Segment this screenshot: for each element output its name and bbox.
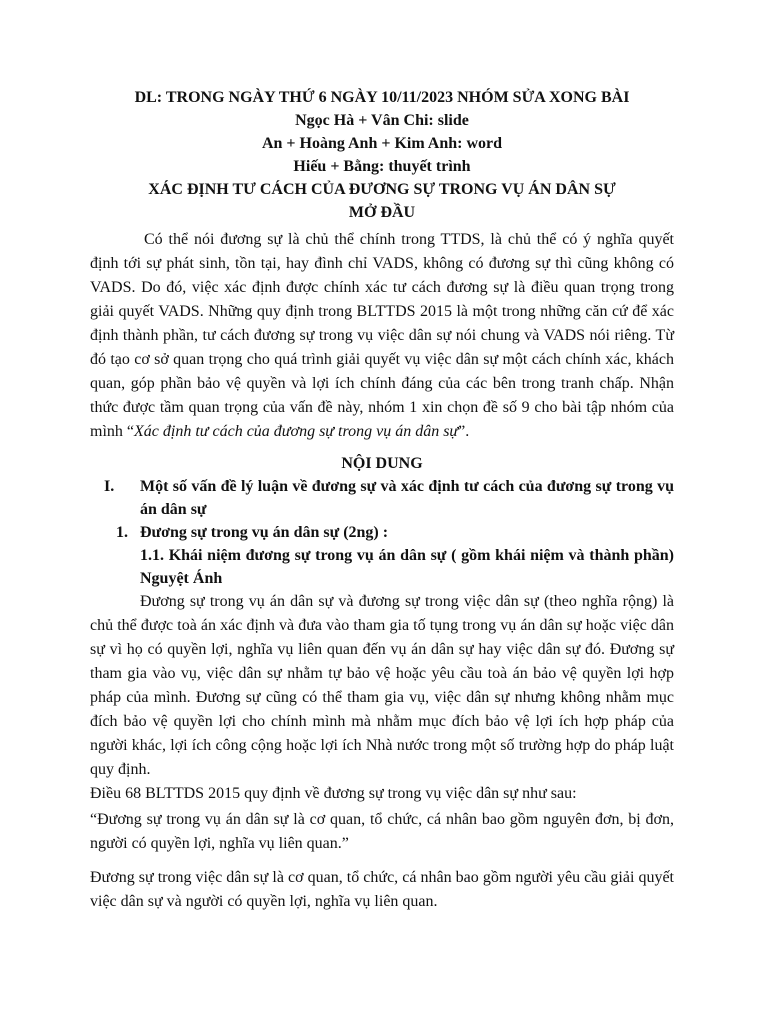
definition-paragraph: Đương sự trong vụ án dân sự và đương sự trong việc dân sự (theo nghĩa rộng) là chủ thể được toà án xác định và đưa vào tham gia tố tụng trong vụ án dân sự hoặc việc dân sự vì họ có quyền lợi, nghĩa vụ liên quan đến vụ án dân sự hay việc dân sự đó. Đương sự tham gia vào vụ, việc dân sự nhằm tự bảo vệ hoặc yêu cầu toà án bảo vệ quyền lợi hợp pháp của mình. Đương sự cũng có thể tham gia vụ, việc dân sự nhưng không nhằm mục đích bảo vệ quyền lợi cho chính mình mà nhằm mục đích bảo vệ lợi ích hợp pháp của người khác, lợi ích công cộng hoặc lợi ích Nhà nước trong một số trường hợp do pháp luật quy định. — [90, 593, 674, 778]
document-title: XÁC ĐỊNH TƯ CÁCH CỦA ĐƯƠNG SỰ TRONG VỤ ÁN DÂN SỰ — [148, 181, 616, 198]
article-68-quote: “Đương sự trong vụ án dân sự là cơ quan, tổ chức, cá nhân bao gồm nguyên đơn, bị đơn, người có quyền lợi, nghĩa vụ liên quan.” — [90, 811, 674, 852]
subsection-1-title: Đương sự trong vụ án dân sự (2ng) : — [140, 524, 389, 541]
intro-italic-topic: Xác định tư cách của đương sự trong vụ án dân sự — [134, 423, 459, 440]
subsection-1-heading — [90, 521, 674, 544]
subsection-1-1-title: 1.1. Khái niệm đương sự trong vụ án dân sự ( gồm khái niệm và thành phần) Nguyệt Ánh — [140, 547, 674, 587]
subsection-1-number: 1. — [116, 524, 128, 541]
intro-text: Có thể nói đương sự là chủ thể chính trong TTDS, là chủ thể có ý nghĩa quyết định tới sự phát sinh, tồn tại, hay đình chỉ VADS, không có đương sự thì cũng không có VADS. Do đó, việc xác định được chính xác tư cách đương sự là điều quan trọng trong giải quyết VADS. Những quy định trong BLTTDS 2015 là một trong những căn cứ để xác định thành phần, tư cách đương sự trong vụ việc dân sự nói chung và VADS nói riêng. Từ đó tạo cơ sở quan trọng cho quá trình giải quyết vụ việc dân sự một cách chính xác, khách quan, góp phần bảo vệ quyền và lợi ích chính đáng của các bên trong tranh chấp. Nhận thức được tầm quan trọng của vấn đề này, nhóm 1 xin chọn đề số 9 cho bài tập nhóm của mình “ — [90, 231, 674, 440]
intro-paragraph — [90, 228, 674, 444]
content-heading: NỘI DUNG — [341, 455, 423, 472]
document-page — [90, 86, 674, 914]
slide-assignment: Ngọc Hà + Vân Chi: slide — [295, 112, 469, 129]
deadline-line: DL: TRONG NGÀY THỨ 6 NGÀY 10/11/2023 NHÓM SỬA XONG BÀI — [134, 89, 630, 106]
section-1-heading — [90, 475, 674, 521]
subsection-1-1-heading — [90, 544, 674, 590]
civil-matter-paragraph: Đương sự trong việc dân sự là cơ quan, tổ chức, cá nhân bao gồm người yêu cầu giải quyết việc dân sự và người có quyền lợi, nghĩa vụ liên quan. — [90, 869, 674, 910]
presentation-assignment: Hiếu + Bằng: thuyết trình — [293, 158, 471, 175]
intro-heading: MỞ ĐẦU — [348, 204, 416, 221]
section-1-title: Một số vấn đề lý luận về đương sự và xác định tư cách của đương sự trong vụ án dân sự — [140, 478, 674, 518]
intro-tail: ”. — [458, 423, 470, 440]
word-assignment: An + Hoàng Anh + Kim Anh: word — [261, 135, 503, 152]
article-68-intro: Điều 68 BLTTDS 2015 quy định về đương sự trong vụ việc dân sự như sau: — [90, 785, 577, 802]
section-1-number: I. — [104, 478, 115, 495]
